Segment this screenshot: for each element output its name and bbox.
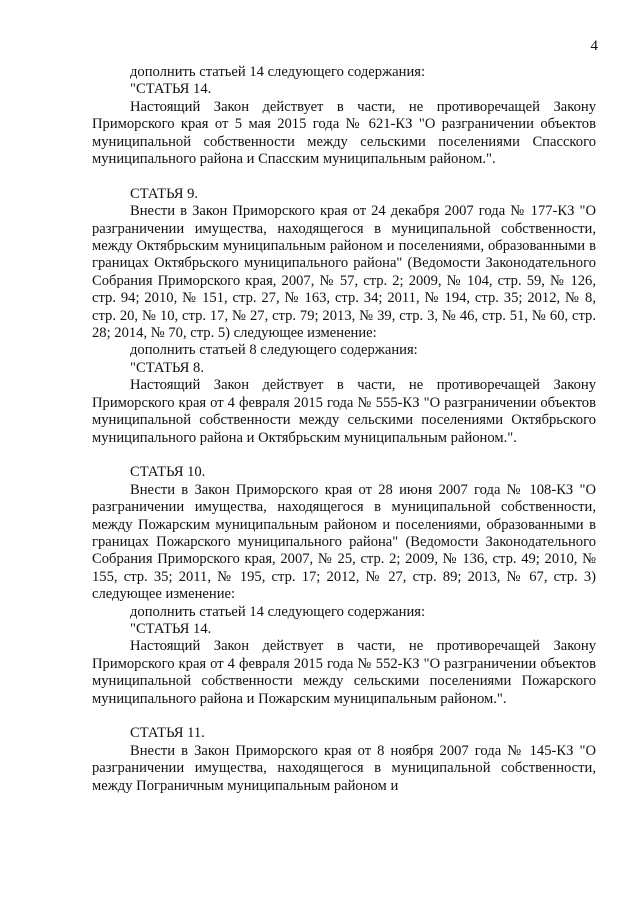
paragraph: Внести в Закон Приморского края от 28 июня 2007 года № 108-КЗ "О разграничении имущества, находящегося в муниципальной собственности, между Пожарским муниципальным районом и поселениями, образованными в границах Пожарского муниципального района" (Ведомости Законодательного Собрания Приморского края, 2007, № 25, стр. 2; 2009, № 136, стр. 49; 2010, № 155, стр. 35; 2011, № 195, стр. 17; 2012, № 27, стр. 89; 2013, № 67, стр. 3) следующее изменение:	[92, 481, 596, 603]
paragraph-gap	[92, 708, 596, 725]
paragraph: Настоящий Закон действует в части, не противоречащей Закону Приморского края от 4 февраля 2015 года № 552-КЗ "О разграничении объектов муниципальной собственности между сельскими поселениями Пожарского муниципального района и Пожарским муниципальным районом.".	[92, 638, 596, 707]
paragraph: Внести в Закон Приморского края от 24 декабря 2007 года № 177-КЗ "О разграничении имущества, находящегося в муниципальной собственности, между Октябрьским муниципальным районом и поселениями, образованными в границах Октябрьского муниципального района" (Ведомости Законодательного Собрания Приморского края, 2007, № 57, стр. 2; 2009, № 104, стр. 59, № 126, стр. 94; 2010, № 151, стр. 27, № 163, стр. 34; 2011, № 194, стр. 35; 2012, № 8, стр. 20, № 10, стр. 17, № 27, стр. 79; 2013, № 39, стр. 3, № 46, стр. 51, № 60, стр. 28; 2014, № 70, стр. 5) следующее изменение:	[92, 203, 596, 342]
paragraph: Настоящий Закон действует в части, не противоречащей Закону Приморского края от 4 февраля 2015 года № 555-КЗ "О разграничении объектов муниципальной собственности между сельскими поселениями Октябрьского муниципального района и Октябрьским муниципальным районом.".	[92, 377, 596, 446]
paragraph: Настоящий Закон действует в части, не противоречащей Закону Приморского края от 5 мая 2015 года № 621-КЗ "О разграничении объектов муниципальной собственности между сельскими поселениями Спасского муниципального района и Спасским муниципальным районом.".	[92, 98, 596, 168]
paragraph: "СТАТЬЯ 14.	[130, 620, 212, 637]
paragraph: дополнить статьей 14 следующего содержания:	[130, 603, 426, 620]
paragraph: дополнить статьей 14 следующего содержания:	[130, 64, 426, 80]
document-body	[92, 64, 596, 795]
paragraph-gap	[92, 447, 596, 464]
paragraph: дополнить статьей 8 следующего содержания:	[130, 342, 418, 359]
paragraph: "СТАТЬЯ 14.	[130, 81, 212, 98]
paragraph: СТАТЬЯ 9.	[130, 185, 199, 202]
paragraph: СТАТЬЯ 11.	[130, 725, 205, 742]
paragraph-gap	[92, 168, 596, 185]
paragraph: СТАТЬЯ 10.	[130, 464, 206, 481]
paragraph: Внести в Закон Приморского края от 8 ноября 2007 года № 145-КЗ "О разграничении имущества, находящегося в муниципальной собственности, между Пограничным муниципальным районом и	[92, 742, 596, 794]
paragraph: "СТАТЬЯ 8.	[130, 359, 204, 376]
page-number: 4	[590, 38, 598, 54]
